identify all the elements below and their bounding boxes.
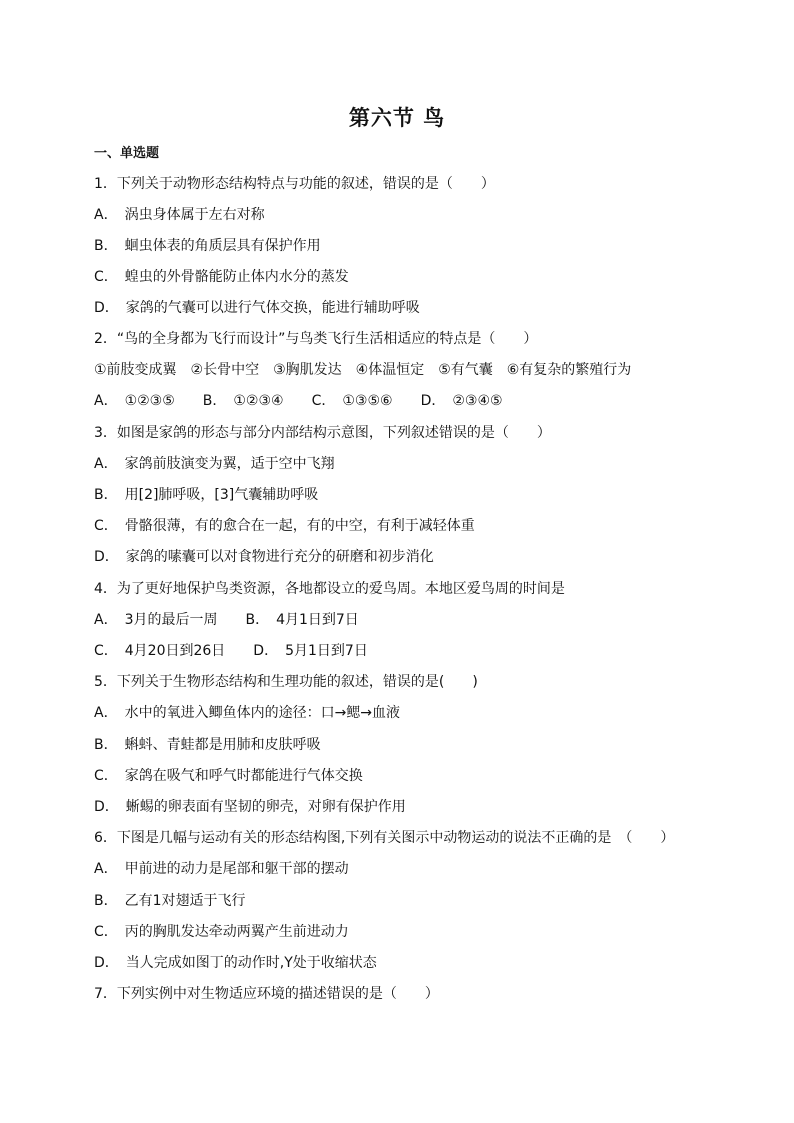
question-3-option-a: A． 家鸽前肢演变为翼，适于空中飞翔: [94, 456, 335, 472]
question-4-options-ab: A． 3月的最后一周 B． 4月1日到7日: [94, 612, 359, 628]
question-6-option-a: A． 甲前进的动力是尾部和躯干部的摆动: [94, 861, 349, 877]
question-5-option-b: B． 蝌蚪、青蛙都是用肺和皮肤呼吸: [94, 737, 321, 753]
section-heading: 一、单选题: [94, 146, 160, 161]
question-5-option-c: C． 家鸽在吸气和呼气时都能进行气体交换: [94, 768, 363, 784]
question-5-option-d: D． 蜥蜴的卵表面有坚韧的卵壳，对卵有保护作用: [94, 799, 406, 815]
question-5-stem: 5．下列关于生物形态结构和生理功能的叙述，错误的是( ): [94, 674, 478, 690]
question-1-option-b: B． 蛔虫体表的角质层具有保护作用: [94, 238, 321, 254]
question-2-options: A． ①②③⑤ B． ①②③④ C． ①③⑤⑥ D． ②③④⑤: [94, 393, 503, 409]
question-3-option-c: C． 骨骼很薄，有的愈合在一起，有的中空，有利于减轻体重: [94, 518, 475, 534]
question-1-stem: 1．下列关于动物形态结构特点与功能的叙述，错误的是（ ）: [94, 176, 495, 192]
question-2-stem: 2．“鸟的全身都为飞行而设计”与鸟类飞行生活相适应的特点是（ ）: [94, 331, 538, 347]
question-1-option-d: D． 家鸽的气囊可以进行气体交换，能进行辅助呼吸: [94, 300, 420, 316]
question-3-option-d: D． 家鸽的嗉囊可以对食物进行充分的研磨和初步消化: [94, 549, 434, 565]
question-6-option-c: C． 丙的胸肌发达牵动两翼产生前进动力: [94, 924, 349, 940]
question-4-options-cd: C． 4月20日到26日 D． 5月1日到7日: [94, 643, 368, 659]
question-6-stem: 6．下图是几幅与运动有关的形态结构图,下列有关图示中动物运动的说法不正确的是 （ ）: [94, 830, 675, 846]
question-7-stem: 7．下列实例中对生物适应环境的描述错误的是（ ）: [94, 986, 439, 1002]
question-3-option-b: B． 用[2]肺呼吸，[3]气囊辅助呼吸: [94, 487, 319, 503]
question-2-statements: ①前肢变成翼 ②长骨中空 ③胸肌发达 ④体温恒定 ⑤有气囊 ⑥有复杂的繁殖行为: [94, 362, 632, 378]
question-1-option-a: A． 涡虫身体属于左右对称: [94, 207, 265, 223]
question-5-option-a: A． 水中的氧进入鲫鱼体内的途径：口→鳃→血液: [94, 705, 401, 721]
question-1-option-c: C． 蝗虫的外骨骼能防止体内水分的蒸发: [94, 269, 349, 285]
question-6-option-d: D． 当人完成如图丁的动作时,Y处于收缩状态: [94, 955, 377, 971]
question-4-stem: 4．为了更好地保护鸟类资源，各地都设立的爱鸟周。本地区爱鸟周的时间是: [94, 581, 565, 597]
page-title: 第六节 鸟: [348, 105, 446, 130]
question-6-option-b: B． 乙有1对翅适于飞行: [94, 893, 246, 909]
question-3-stem: 3．如图是家鸽的形态与部分内部结构示意图，下列叙述错误的是（ ）: [94, 425, 551, 441]
